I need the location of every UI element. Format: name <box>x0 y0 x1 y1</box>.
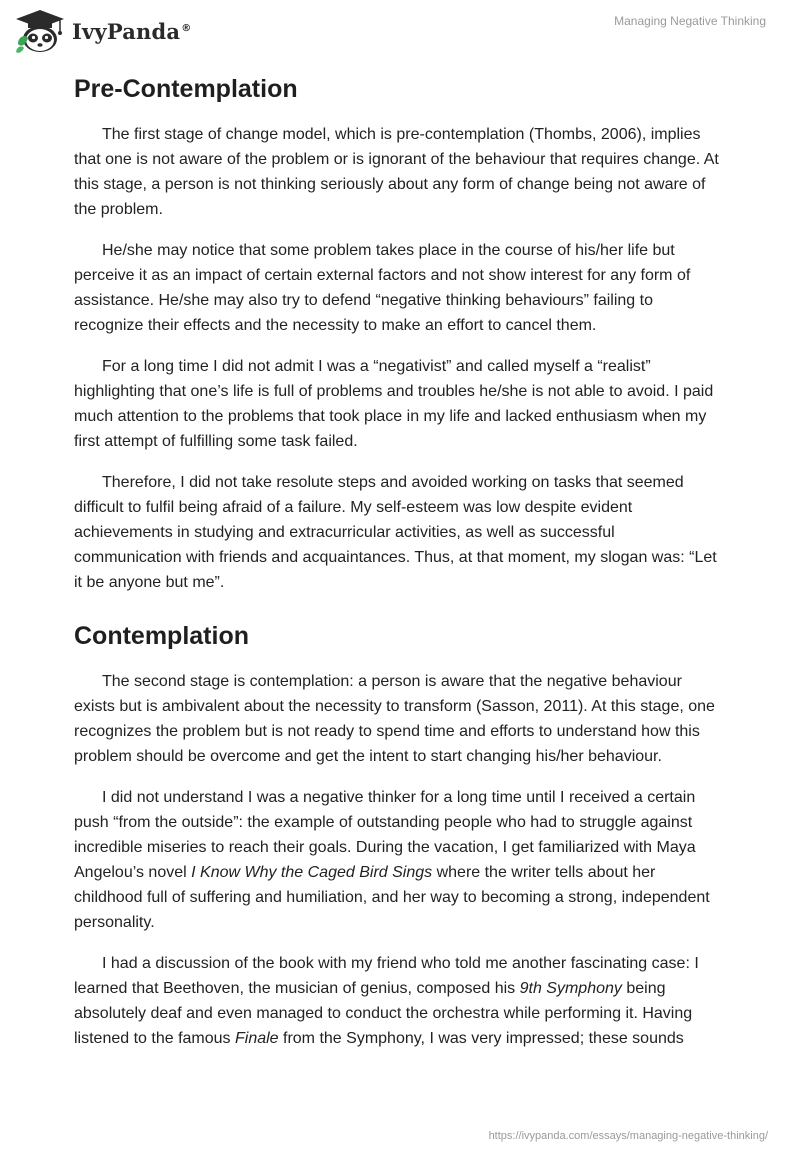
panda-graduate-icon <box>14 8 66 54</box>
essay-content <box>74 70 724 1067</box>
finale-title: Finale <box>234 1030 279 1047</box>
paragraph-text: from the Symphony, I was very impressed; these sounds <box>278 1030 684 1047</box>
ivypanda-logo[interactable] <box>14 8 191 54</box>
book-title: I Know Why the Caged Bird Sings <box>191 864 433 881</box>
section-heading-pre-contemplation: Pre-Contemplation <box>74 75 298 103</box>
paragraph-text: I did not understand I was a negative thinker for a long time until I received a certain push “from the outside”: the example of outstanding people who had to struggle against incredible miseries to reach their goals. During the vacation, I get familiarized with Maya Angelou’s novel <box>74 789 696 881</box>
paragraph: The second stage is contemplation: a person is aware that the negative behaviour exists but is ambivalent about the necessity to transform (Sasson, 2011). At this stage, one recognizes the problem but is not ready to spend time and efforts to understand how this problem should be overcome and get the intent to start changing his/her behaviour. <box>74 673 715 765</box>
symphony-title: 9th Symphony <box>519 980 622 997</box>
document-title: Managing Negative Thinking <box>614 14 766 28</box>
paragraph: The first stage of change model, which is pre-contemplation (Thombs, 2006), implies that one is not aware of the problem or is ignorant of the behaviour that requires change. At this stage, a person is not thinking seriously about any form of change being not aware of the problem. <box>74 126 719 218</box>
paragraph <box>74 785 724 935</box>
registered-mark: ® <box>181 22 192 34</box>
section-heading-contemplation: Contemplation <box>74 622 249 650</box>
paragraph: He/she may notice that some problem takes place in the course of his/her life but perceive it as an impact of certain external factors and not show interest for any form of assistance. He/she may also try to defend “negative thinking behaviours” failing to recognize their effects and the necessity to make an effort to cancel them. <box>74 242 691 334</box>
source-url[interactable]: https://ivypanda.com/essays/managing-negative-thinking/ <box>488 1130 768 1142</box>
brand-name: IvyPanda® <box>72 18 192 44</box>
paragraph-text: being absolutely deaf and even managed to conduct the orchestra while performing it. Having listened to the famous <box>74 980 693 1047</box>
paragraph: Therefore, I did not take resolute steps and avoided working on tasks that seemed difficult to fulfil being afraid of a failure. My self-esteem was low despite evident achievements in studying and extracurricular activities, as well as successful communication with friends and acquaintances. Thus, at that moment, my slogan was: “Let it be anyone but me”. <box>74 474 717 591</box>
paragraph <box>74 951 724 1051</box>
paragraph-text: where the writer tells about her childhood full of suffering and humiliation, and her way to becoming a strong, independent personality. <box>74 864 710 931</box>
paragraph: For a long time I did not admit I was a “negativist” and called myself a “realist” highlighting that one’s life is full of problems and troubles he/she is not able to avoid. I paid much attention to the problems that took place in my life and lacked enthusiasm when my first attempt of fulfilling some task failed. <box>74 358 714 450</box>
paragraph-text: I had a discussion of the book with my friend who told me another fascinating case: I learned that Beethoven, the musician of genius, composed his <box>74 955 699 997</box>
page-header <box>0 0 800 64</box>
